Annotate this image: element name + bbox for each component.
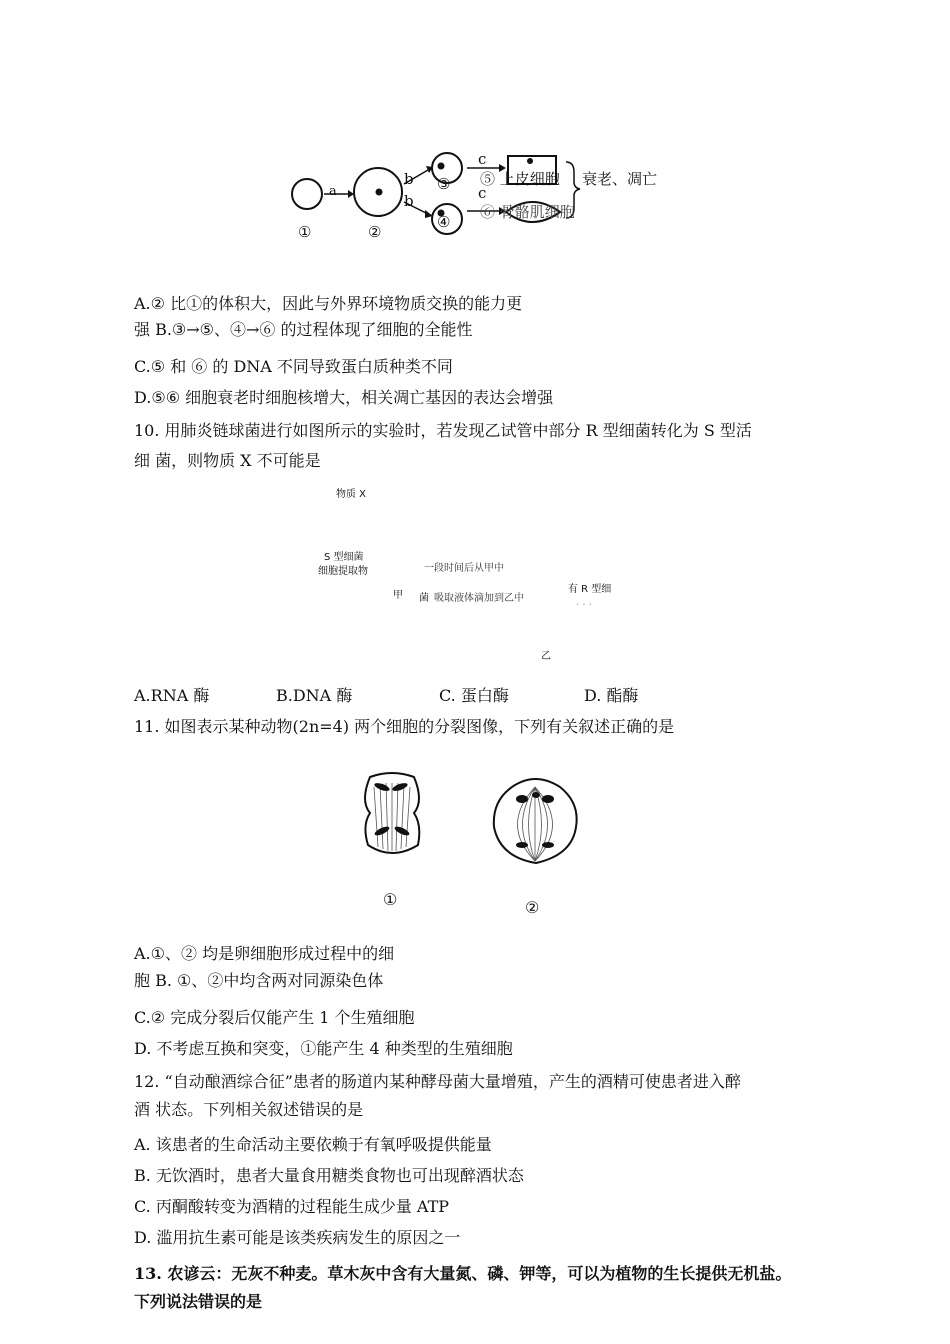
label-b-top: b bbox=[404, 170, 414, 188]
q12-option-c: C. 丙酮酸转变为酒精的过程能生成少量 ATP bbox=[134, 1197, 450, 1216]
label-1: ① bbox=[298, 223, 312, 241]
q11-option-a-line2: 胞 B. ①、②中均含两对同源染色体 bbox=[134, 971, 384, 990]
q10-fig-r-bacteria-2: · · · bbox=[576, 600, 592, 611]
q9-option-a-line1: A.② 比①的体积大，因此与外界环境物质交换的能力更 bbox=[134, 294, 523, 313]
q12-option-b: B. 无饮酒时，患者大量食用糖类食物也可出现醉酒状态 bbox=[134, 1166, 524, 1185]
q11-option-a-line1: A.①、② 均是卵细胞形成过程中的细 bbox=[134, 944, 395, 963]
q10-fig-jia: 甲 bbox=[393, 590, 403, 601]
q13-stem-line2: 下列说法错误的是 bbox=[134, 1292, 263, 1311]
label-c-top: c bbox=[478, 150, 487, 168]
q10-fig-s-bacteria: S 型细菌 bbox=[324, 552, 364, 563]
q13-stem-line1: 13. 农谚云：无灰不种麦。草木灰中含有大量氮、磷、钾等，可以为植物的生长提供无机盐。 bbox=[134, 1264, 792, 1283]
q10-option-c: C. 蛋白酶 bbox=[439, 686, 509, 705]
q11-figure-label-1: ① bbox=[383, 890, 398, 909]
q10-option-d: D. 酯酶 bbox=[584, 686, 639, 705]
q9-option-a-line2: 强 B.③→⑤、④→⑥ 的过程体现了细胞的全能性 bbox=[134, 320, 473, 339]
label-fate: 衰老、凋亡 bbox=[582, 170, 658, 188]
cell-differentiation-diagram bbox=[0, 0, 950, 260]
label-4: ④ bbox=[437, 213, 451, 231]
q12-option-d: D. 滥用抗生素可能是该类疾病发生的原因之一 bbox=[134, 1228, 461, 1247]
cell-division-figure bbox=[0, 765, 950, 915]
q10-option-b: B.DNA 酶 bbox=[276, 686, 353, 705]
label-b-bottom: b bbox=[404, 192, 414, 210]
cell-1 bbox=[292, 179, 322, 209]
q10-fig-jun: 菌 bbox=[419, 593, 429, 604]
q10-fig-extract: 细胞提取物 bbox=[318, 566, 368, 577]
q10-fig-yi: 乙 bbox=[541, 651, 551, 662]
q11-stem: 11. 如图表示某种动物(2n=4) 两个细胞的分裂图像，下列有关叙述正确的是 bbox=[134, 717, 675, 736]
q10-option-a: A.RNA 酶 bbox=[134, 686, 210, 705]
q10-fig-transfer: 一段时间后从甲中 bbox=[424, 563, 504, 574]
label-a: a bbox=[329, 184, 337, 199]
label-c-bottom: c bbox=[478, 184, 487, 202]
q11-figure-label-2: ② bbox=[525, 898, 540, 917]
q11-option-d: D. 不考虑互换和突变，①能产生 4 种类型的生殖细胞 bbox=[134, 1039, 513, 1058]
label-2: ② bbox=[368, 223, 382, 241]
q10-fig-transfer-2: 吸取液体滴加到乙中 bbox=[434, 593, 524, 604]
label-cell-5: ⑤ 上皮细胞 bbox=[480, 170, 560, 188]
dividing-cell-2 bbox=[494, 779, 577, 863]
q12-stem-line2: 酒 状态。下列相关叙述错误的是 bbox=[134, 1100, 364, 1119]
q10-fig-r-bacteria: 有 R 型细 bbox=[568, 584, 612, 595]
q9-option-c: C.⑤ 和 ⑥ 的 DNA 不同导致蛋白质种类不同 bbox=[134, 357, 453, 376]
q9-option-d: D.⑤⑥ 细胞衰老时细胞核增大，相关凋亡基因的表达会增强 bbox=[134, 388, 554, 407]
q11-option-c: C.② 完成分裂后仅能产生 1 个生殖细胞 bbox=[134, 1008, 415, 1027]
q12-option-a: A. 该患者的生命活动主要依赖于有氧呼吸提供能量 bbox=[134, 1135, 492, 1154]
dividing-cell-1 bbox=[365, 773, 419, 853]
label-3: ③ bbox=[437, 175, 451, 193]
q12-stem-line1: 12. “自动酿酒综合征”患者的肠道内某种酵母菌大量增殖，产生的酒精可使患者进入醉 bbox=[134, 1072, 741, 1091]
q10-fig-substance-x: 物质 X bbox=[336, 489, 367, 500]
label-cell-6: ⑥ 骨骼肌细胞 bbox=[480, 203, 575, 221]
q10-stem-line1: 10. 用肺炎链球菌进行如图所示的实验时，若发现乙试管中部分 R 型细菌转化为 S 型活 bbox=[134, 421, 752, 440]
q10-stem-line2: 细 菌，则物质 X 不可能是 bbox=[134, 451, 321, 470]
